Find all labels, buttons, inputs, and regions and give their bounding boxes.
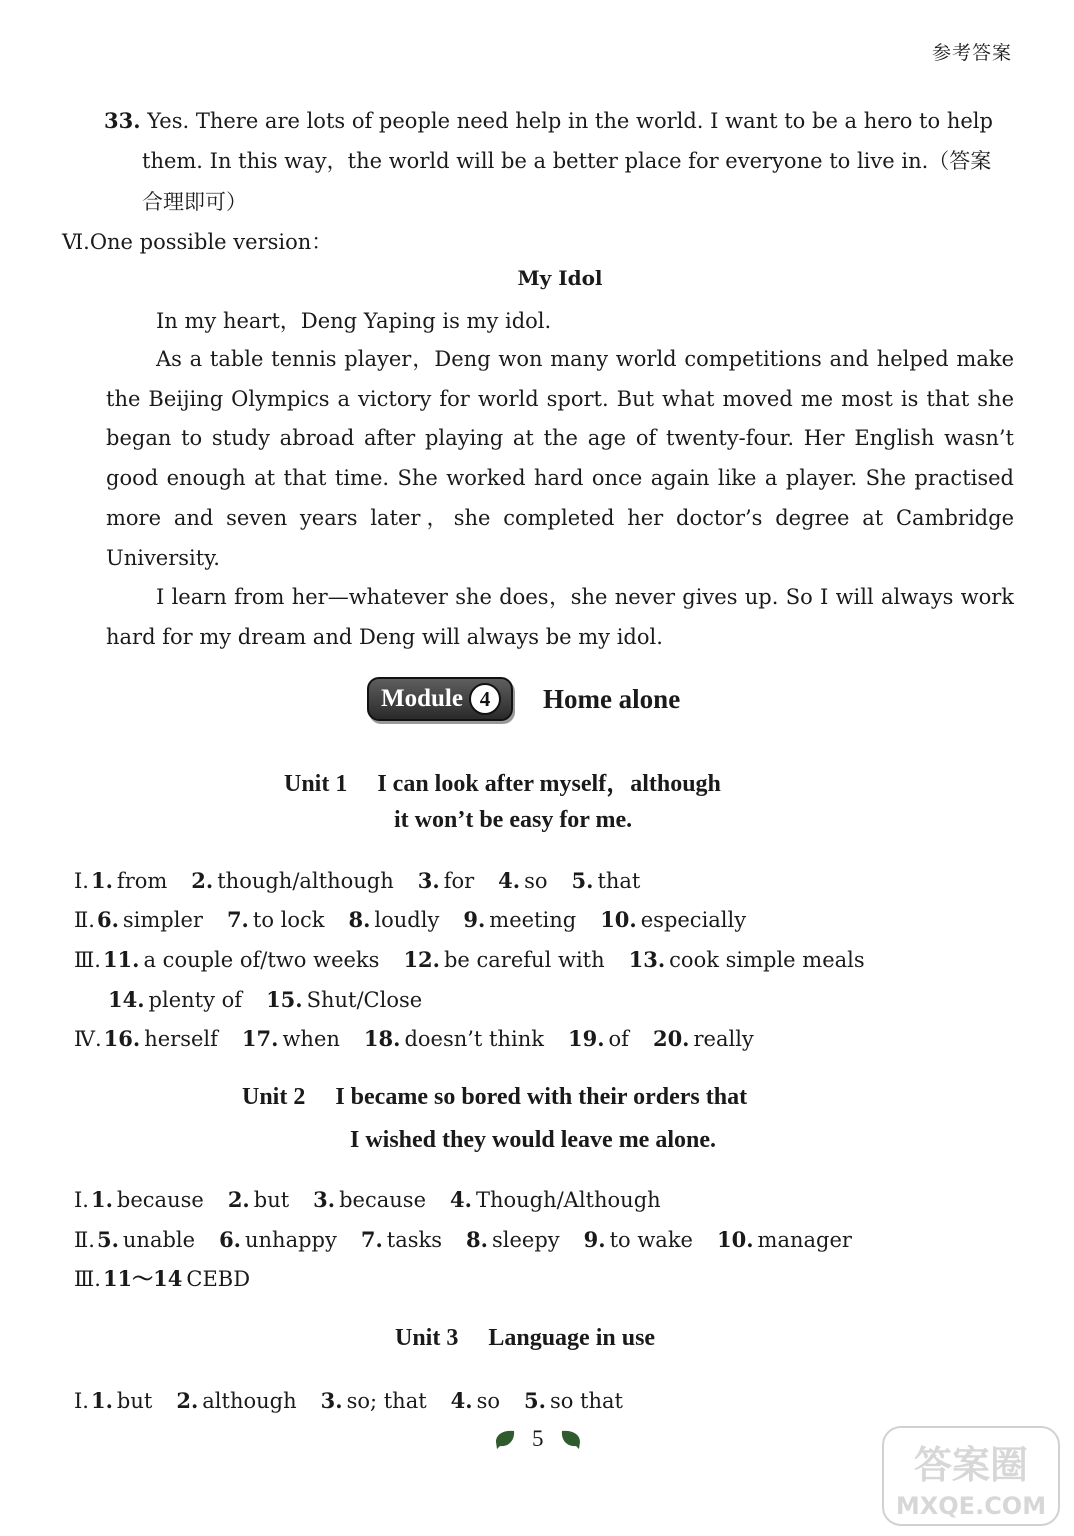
answer-number: 5.	[524, 1388, 546, 1413]
unit3-title: Language in use	[488, 1325, 656, 1351]
answer-number: 13.	[628, 947, 666, 972]
watermark-line1: 答案圈	[913, 1443, 1029, 1487]
answer-number: 3.	[417, 868, 440, 893]
unit2-heading-line2: I wished they would leave me alone.	[350, 1127, 716, 1153]
answer-row	[74, 1227, 876, 1253]
answer-item	[91, 1188, 204, 1212]
answer-row	[74, 1187, 685, 1213]
answer-item	[108, 988, 242, 1012]
answer-item	[361, 1228, 442, 1252]
answer-item	[498, 869, 547, 893]
answer-number: 1.	[90, 1388, 113, 1413]
section-6-label: One possible version：	[89, 230, 333, 254]
answer-row-marker: Ⅰ.	[74, 869, 89, 893]
page-footer	[494, 1426, 582, 1452]
answer-number: 16.	[103, 1026, 141, 1051]
answer-number: 17.	[241, 1026, 279, 1051]
answer-number: 1.	[90, 1187, 113, 1212]
answer-text: simpler	[122, 908, 203, 932]
q33-text-1: Yes. There are lots of people need help in the world. I want to be a hero to help	[147, 109, 993, 133]
answer-number: 15.	[266, 987, 303, 1012]
q33-number: 33.	[104, 108, 141, 133]
answer-text: of	[608, 1027, 629, 1051]
answer-item	[463, 908, 576, 932]
answer-text: meeting	[489, 908, 577, 932]
answer-item	[568, 1027, 629, 1051]
answer-text: a couple of/two weeks	[143, 948, 380, 972]
answer-row-marker: Ⅲ.	[74, 1267, 101, 1291]
answer-row-marker: Ⅱ.	[74, 1228, 95, 1252]
answer-text: from	[116, 869, 168, 893]
answer-text: CEBD	[186, 1267, 251, 1291]
page-number: 5	[532, 1426, 544, 1451]
answer-row	[108, 987, 446, 1013]
answer-item	[348, 908, 439, 932]
answer-number: 9.	[583, 1227, 606, 1252]
answer-text: although	[202, 1389, 297, 1413]
answer-row	[74, 1266, 274, 1292]
answer-row	[74, 1388, 647, 1414]
answer-text: manager	[757, 1228, 852, 1252]
answer-number: 2.	[191, 868, 214, 893]
module-heading	[367, 676, 680, 722]
answer-item	[717, 1228, 852, 1252]
answer-text: herself	[144, 1027, 218, 1051]
answer-number: 4.	[498, 868, 521, 893]
answer-number: 6.	[96, 907, 119, 932]
answer-row-marker: Ⅱ.	[74, 908, 95, 932]
module-badge-word: Module	[381, 685, 463, 712]
answer-text: really	[693, 1027, 754, 1051]
answer-item	[466, 1228, 560, 1252]
answer-row	[74, 1026, 778, 1052]
answer-item	[418, 869, 474, 893]
answer-text: sleepy	[491, 1228, 560, 1252]
answer-item	[91, 1389, 152, 1413]
section-6-marker: Ⅵ.	[62, 230, 90, 254]
answer-row-marker: Ⅲ.	[74, 948, 101, 972]
answer-text: so; that	[346, 1389, 427, 1413]
answer-number: 11.	[102, 947, 140, 972]
answer-number: 7.	[226, 907, 249, 932]
answer-text: plenty of	[148, 988, 243, 1012]
answer-number: 19.	[567, 1026, 605, 1051]
answer-number: 3.	[313, 1187, 336, 1212]
answer-row	[74, 947, 889, 973]
answer-number: 8.	[348, 907, 371, 932]
answer-item	[176, 1389, 296, 1413]
essay-p2-line-6: University.	[106, 546, 220, 570]
unit1-label: Unit 1	[284, 771, 348, 797]
answer-text: so	[476, 1389, 501, 1413]
answer-text: Though/Although	[475, 1188, 661, 1212]
answer-text: unhappy	[245, 1228, 337, 1252]
answer-item	[403, 948, 604, 972]
answer-number: 5.	[571, 868, 594, 893]
answer-text: be careful with	[443, 948, 605, 972]
module-badge-number: 4	[469, 683, 501, 715]
answer-item	[266, 988, 422, 1012]
leaf-icon	[494, 1428, 518, 1450]
q33-line2: them. In this way，the world will be a better place for everyone to live in.（答案	[142, 149, 992, 173]
essay-p2-line-4: good enough at that time. She worked hard once again like a player. She practised	[106, 466, 1014, 490]
answer-item	[103, 1267, 250, 1291]
answer-number: 4.	[450, 1187, 472, 1212]
answer-number: 3.	[320, 1388, 343, 1413]
answer-item	[242, 1027, 340, 1051]
answer-row-marker: Ⅰ.	[74, 1188, 89, 1212]
answer-text: but	[253, 1188, 290, 1212]
answer-text: to wake	[609, 1228, 693, 1252]
answer-text: doesn’t think	[404, 1027, 544, 1051]
answer-item	[91, 869, 167, 893]
essay-p2-line-1: As a table tennis player，Deng won many world competitions and helped make	[156, 347, 1014, 371]
answer-item	[600, 908, 746, 932]
answer-number: 4.	[450, 1388, 473, 1413]
answer-item	[228, 1188, 289, 1212]
unit1-heading-line2: it won’t be easy for me.	[394, 807, 633, 833]
unit3-heading	[395, 1325, 655, 1352]
answer-item	[629, 948, 865, 972]
module-title: Home alone	[542, 683, 681, 714]
answer-text: cook simple meals	[669, 948, 865, 972]
answer-number: 8.	[466, 1227, 488, 1252]
answer-row-marker: Ⅳ.	[74, 1027, 102, 1051]
answer-item	[653, 1027, 754, 1051]
answer-item	[572, 869, 641, 893]
answer-number: 1.	[90, 868, 113, 893]
section-6-heading	[62, 229, 332, 255]
essay-title: My Idol	[517, 266, 603, 290]
answer-number: 6.	[219, 1227, 241, 1252]
answer-number: 9.	[463, 907, 486, 932]
answer-number: 20.	[652, 1026, 690, 1051]
answer-text: especially	[640, 908, 747, 932]
unit3-label: Unit 3	[395, 1325, 459, 1351]
essay-p3-line-2: hard for my dream and Deng will always be my idol.	[106, 625, 663, 649]
answer-row-marker: Ⅰ.	[74, 1389, 89, 1413]
unit1-heading-line1	[284, 763, 721, 798]
essay-p2-line-5: more and seven years later，she completed her doctor’s degree at Cambridge	[106, 506, 1014, 530]
answer-number: 18.	[363, 1026, 401, 1051]
answer-text: loudly	[374, 908, 440, 932]
q33-line1	[104, 108, 993, 134]
answer-item	[104, 1027, 218, 1051]
essay-p2-line-2: the Beijing Olympics a victory for world sport. But what moved me most is that she	[106, 387, 1014, 411]
answer-item	[227, 908, 325, 932]
module-badge	[367, 677, 513, 721]
answer-item	[313, 1188, 426, 1212]
answer-item	[321, 1389, 427, 1413]
answer-text: but	[116, 1389, 153, 1413]
answer-text: unable	[122, 1228, 196, 1252]
answer-text: tasks	[386, 1228, 443, 1252]
answer-item	[584, 1228, 693, 1252]
answer-number: 10.	[600, 907, 637, 932]
answer-text: so	[524, 869, 548, 893]
answer-item	[219, 1228, 337, 1252]
answer-text: because	[339, 1188, 426, 1212]
answer-item	[191, 869, 393, 893]
essay-p2-line-3: began to study abroad after playing at the age of twenty-four. Her English wasn’t	[106, 426, 1014, 450]
page-header-label: 参考答案	[931, 42, 1012, 64]
answer-text: Shut/Close	[306, 988, 423, 1012]
answer-item	[524, 1389, 623, 1413]
answer-text: though/although	[217, 869, 394, 893]
answer-text: that	[597, 869, 641, 893]
answer-item	[364, 1027, 544, 1051]
answer-number: 10.	[716, 1227, 754, 1252]
answer-item	[451, 1389, 500, 1413]
answer-number: 2.	[176, 1388, 199, 1413]
answer-text: so that	[549, 1389, 623, 1413]
leaf-icon	[558, 1428, 582, 1450]
unit1-title-1: I can look after myself，although	[377, 771, 721, 797]
essay-p3-line-1: I learn from her—whatever she does，she never gives up. So I will always work	[156, 585, 1014, 609]
answer-number: 14.	[108, 987, 145, 1012]
unit2-title-1: I became so bored with their orders that	[335, 1084, 748, 1110]
answer-number: 2.	[227, 1187, 250, 1212]
answer-item	[97, 908, 203, 932]
answer-number: 12.	[403, 947, 440, 972]
answer-row	[74, 907, 770, 933]
answer-number: 5.	[96, 1227, 119, 1252]
answer-row	[74, 868, 664, 894]
q33-line3: 合理即可）	[142, 190, 247, 214]
answer-text: to lock	[252, 908, 325, 932]
answer-item	[450, 1188, 661, 1212]
answer-number: 7.	[360, 1227, 383, 1252]
answer-text: for	[443, 869, 475, 893]
answer-item	[103, 948, 380, 972]
unit2-heading-line1	[242, 1084, 747, 1111]
essay-paragraph-1: In my heart，Deng Yaping is my idol.	[156, 309, 552, 333]
answer-number: 11～14	[102, 1266, 183, 1291]
watermark-logo	[882, 1426, 1060, 1526]
unit2-label: Unit 2	[242, 1084, 306, 1110]
answer-text: when	[282, 1027, 340, 1051]
watermark-line2: MXQE.COM	[895, 1492, 1047, 1520]
answer-text: because	[116, 1188, 204, 1212]
answer-item	[97, 1228, 195, 1252]
